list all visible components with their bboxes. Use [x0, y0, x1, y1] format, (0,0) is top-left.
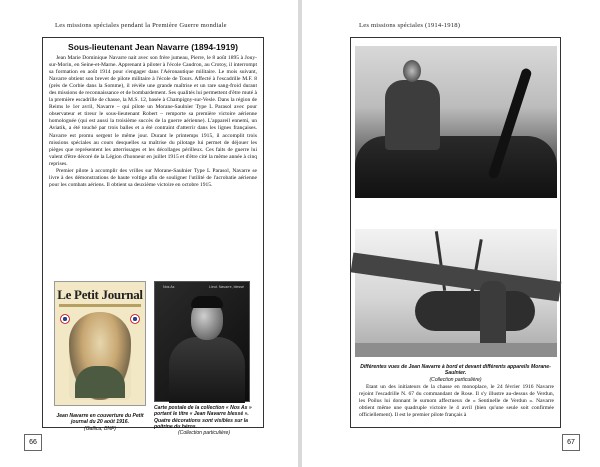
cockade-icon: [130, 314, 140, 324]
right-page: [302, 0, 600, 467]
paragraph: Premier pilote à accomplir des vrilles sur Morane-Saulnier Type L Parasol, Navarre se livre à des démonstrations de haute voltige afin de souligner l'utilité de l'acrobatie aérienne pour les combats aériens. Il obtient sa deuxième victoire en octobre 1915.: [49, 167, 257, 188]
petit-journal-cover-image: [54, 281, 146, 406]
pilot-near-aircraft-photo: [355, 229, 557, 357]
uniform-illustration: [75, 366, 125, 398]
postcard-label: Lieut. Navarre, blessé: [209, 285, 244, 289]
postcard-label: Nos As: [163, 285, 175, 289]
cockade-icon: [60, 314, 70, 324]
biography-box: [42, 37, 264, 437]
pilot-body-shape: [385, 80, 440, 150]
paragraph: Étant un des initiateurs de la chasse en monoplace, le 24 février 1916 Navarre rejoint l'escadrille N. 67 du commandant de Rose. Il s'y illustre au-dessus de Verdun, les Poilus lui donnant le surnom affectueux de « Sentinelle de Verdun ». Navarre obtient même une quadruple victoire le 4 avril (bien qu'une seule soit confirmée officiellement). Il est le premier pilote français à: [359, 384, 554, 419]
aircraft-shape: [415, 291, 535, 331]
left-page: [0, 0, 298, 467]
running-header-right: Les missions spéciales (1914-1918): [359, 22, 461, 29]
coat-shape: [169, 337, 245, 403]
biography-text: [49, 55, 257, 256]
pilot-figure-shape: [480, 281, 506, 347]
right-content-box: [350, 37, 561, 428]
pilot-head-shape: [403, 60, 421, 82]
ground-shape: [355, 343, 557, 357]
biography-title: Sous-lieutenant Jean Navarre (1894-1919): [67, 42, 239, 52]
right-body-text: [359, 384, 554, 426]
hair-shape: [191, 296, 223, 308]
petit-journal-masthead: Le Petit Journal: [57, 287, 143, 302]
paragraph: Jean Marie Dominique Navarre nait avec son frère jumeau, Pierre, le 8 août 1895 à Jouy-sur-Morin, en Seine-et-Marne. Apprenant à piloter à l'école Caudron, au Crotoy, il interrompt sa formation en août 1914 pour s'engager dans l'Aéronautique militaire. Le mois suivant, Navarre obtient son brevet de pilote militaire à l'école de Tours. Affecté à l'escadrille M.F. 8 (près de Corbie dans la Somme), il révèle une grande maîtrise et un rare sang-froid durant des missions de reconnaissance et de bombardement. Ses qualités lui permettent d'être muté à la première escadrille de chasse, la M.S. 12, basée à Champigny-sur-Vesle. Dans la région de Reims le 1er avril, Navarre – qui pilote un Morane-Saulnier Type L Parasol avec pour observateur et tireur le sous-lieutenant Robert – remporte sa première victoire aérienne homologuée (qui est aussi la troisième succès de la guerre aérienne). L'appareil ennemi, un Aviatik, a été touché par trois balles et a été contraint d'atterrir dans les lignes françaises. Navarre est promu sergent le même jour. Durant le printemps 1915, il accomplit trois missions spéciales au cours desquelles sa maîtrise du pilotage lui permet de déjouer les pièges que représentent les atterrissages et les décollages périlleux. Ces faits de guerre lui valent d'être décoré de la Légion d'honneur en juillet 1915 et d'être cité la même année à cinq reprises.: [49, 55, 257, 167]
caption-petit-journal: Jean Navarre en couverture du Petit journal du 20 août 1916. (Gallica, BNF): [56, 413, 144, 432]
masthead-band: [59, 304, 141, 307]
caption-postcard: Carte postale de la collection « Nos As » portant le titre « Jean Navarre blessé ». Quatre décorations sont visibles sur la poitrine du héros. (Collection particulière): [154, 405, 252, 437]
caption-aircraft-photos: Différentes vues de Jean Navarre à bord et devant différents appareils Morane-Saulnier. (Collection particulière): [360, 364, 551, 383]
page-number-left: 66: [24, 434, 42, 451]
postcard-image: [154, 281, 250, 402]
pilot-in-cockpit-photo: [355, 46, 557, 198]
running-header-left: Les missions spéciales pendant la Première Guerre mondiale: [55, 22, 227, 29]
page-number-right: 67: [562, 434, 580, 451]
